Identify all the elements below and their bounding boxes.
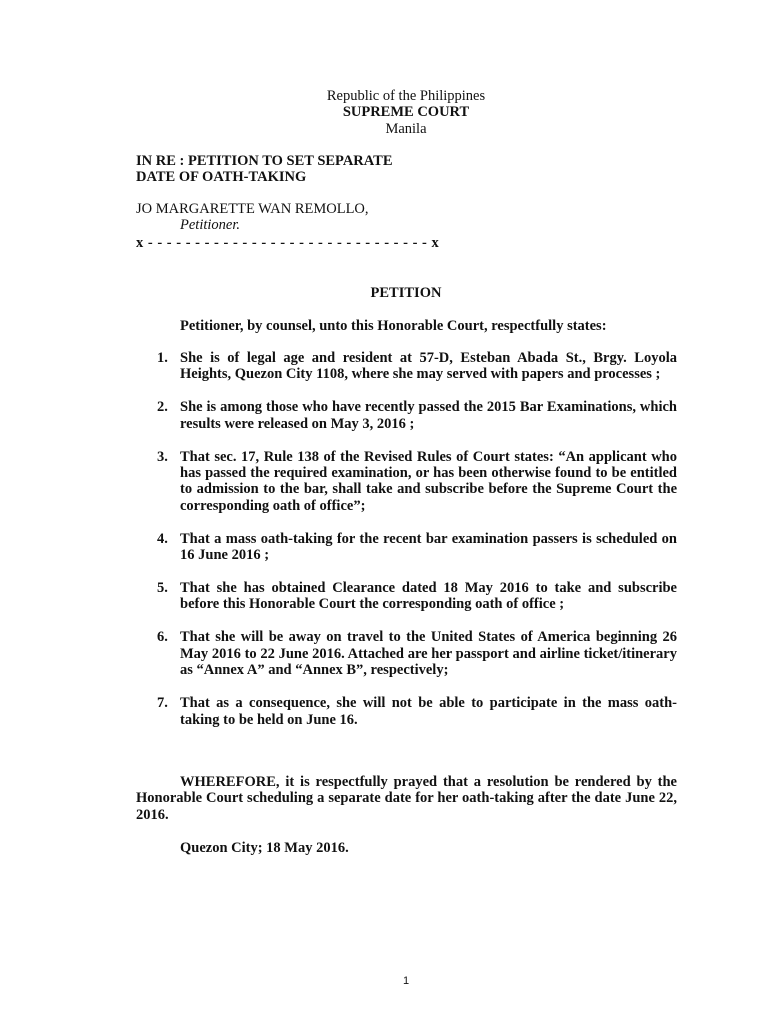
prayer-paragraph: WHEREFORE, it is respectfully prayed that a resolution be rendered by the Honorable Court scheduling a separate date for her oath-taking after the date June 22, 2016. [136, 774, 677, 823]
list-item [136, 350, 677, 383]
list-item [136, 531, 677, 564]
item-number: 4. [157, 530, 168, 547]
petitioner-name: JO MARGARETTE WAN REMOLLO, [136, 201, 369, 217]
item-text: That a mass oath-taking for the recent bar examination passers is scheduled on 16 June 2016 ; [180, 530, 677, 564]
case-caption [136, 153, 393, 186]
item-text: That she has obtained Clearance dated 18 May 2016 to take and subscribe before this Honorable Court the corresponding oath of office ; [180, 580, 677, 613]
list-item [136, 399, 677, 432]
item-text: She is of legal age and resident at 57-D, Esteban Abada St., Brgy. Loyola Heights, Quezon City 1108, where she may served with papers and processes ; [180, 350, 677, 383]
caption-line-2: DATE OF OATH-TAKING [136, 169, 307, 186]
item-text: She is among those who have recently passed the 2015 Bar Examinations, which results were released on May 3, 2016 ; [180, 399, 677, 432]
item-number: 1. [157, 350, 168, 366]
page-number: 1 [402, 975, 410, 987]
caption-separator: x - - - - - - - - - - - - - - - - - - - - - - - - - - - - - - x [136, 235, 440, 251]
list-item [136, 580, 677, 613]
list-item [136, 449, 677, 515]
item-number: 5. [157, 580, 168, 597]
list-item [136, 695, 677, 728]
item-number: 6. [157, 629, 168, 646]
header-republic: Republic of the Philippines [326, 88, 486, 104]
item-text: That she will be away on travel to the United States of America beginning 26 May 2016 to 22 June 2016. Attached are her passport and airline ticket/itinerary as “Annex A” and “Annex B”, respectively; [180, 629, 677, 679]
document-title: PETITION [370, 285, 442, 301]
caption-line-1: IN RE : PETITION TO SET SEPARATE [136, 153, 393, 169]
item-text: That sec. 17, Rule 138 of the Revised Rules of Court states: “An applicant who has passed the required examination, or has been otherwise found to be entitled to admission to the bar, shall take and subscribe before the Supreme Court the corresponding oath of office”; [180, 448, 677, 514]
item-number: 7. [157, 695, 168, 712]
allegations-list [136, 350, 677, 744]
item-number: 3. [157, 448, 168, 465]
header-court: SUPREME COURT [342, 104, 470, 121]
petitioner-role: Petitioner. [180, 217, 241, 234]
header-city: Manila [385, 120, 427, 137]
place-and-date: Quezon City; 18 May 2016. [180, 840, 349, 856]
intro-paragraph: Petitioner, by counsel, unto this Honorable Court, respectfully states: [180, 318, 607, 334]
list-item [136, 629, 677, 678]
item-text: That as a consequence, she will not be able to participate in the mass oath-taking to be held on June 16. [180, 695, 677, 728]
party-block [136, 201, 369, 234]
court-header [0, 88, 768, 137]
item-number: 2. [157, 399, 168, 416]
